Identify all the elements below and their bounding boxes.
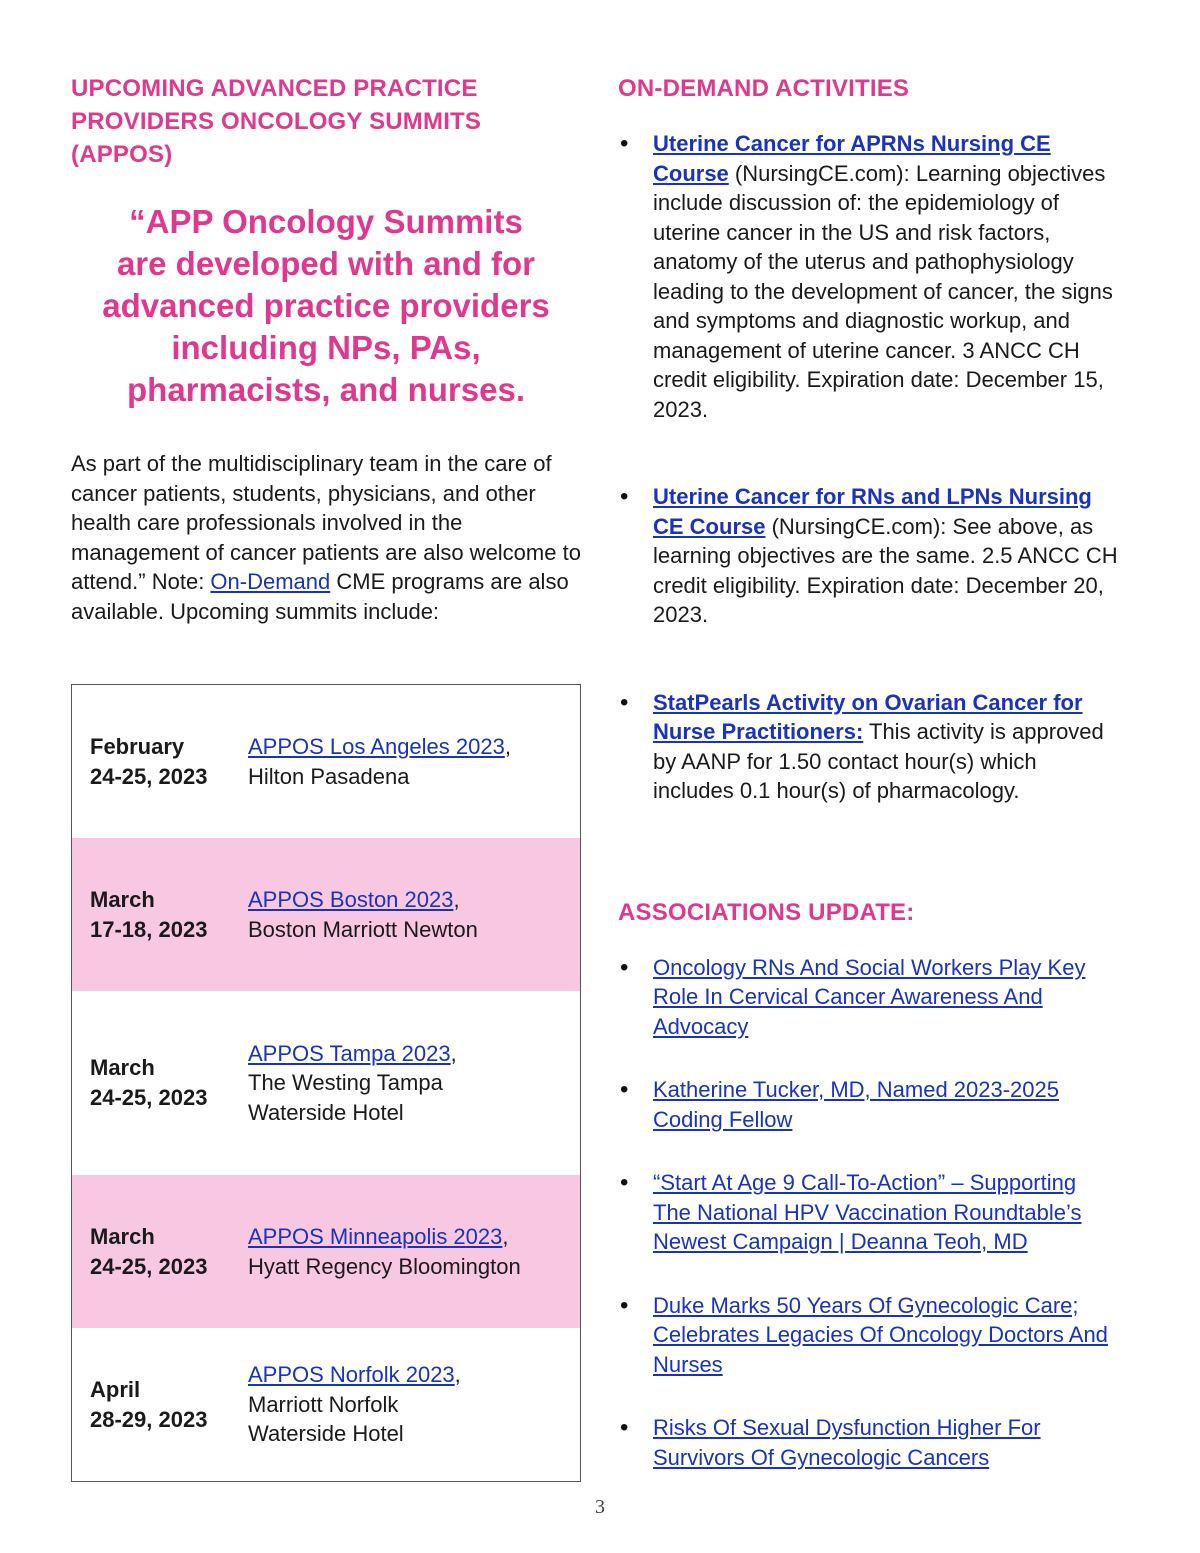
summit-venue: Marriott Norfolk bbox=[248, 1391, 399, 1417]
summit-date bbox=[72, 732, 248, 792]
list-item bbox=[618, 129, 1118, 424]
summit-info: APPOS Tampa 2023, The Westing Tampa Waterside Hotel bbox=[248, 1039, 457, 1128]
list-item bbox=[618, 1075, 1118, 1134]
summit-venue: Hilton Pasadena bbox=[248, 763, 410, 789]
summit-month: March bbox=[90, 1055, 155, 1080]
left-column bbox=[71, 72, 581, 626]
association-link[interactable]: Risks Of Sexual Dysfunction Higher For Survivors Of Gynecologic Cancers bbox=[653, 1415, 1041, 1470]
summit-link[interactable]: APPOS Norfolk 2023 bbox=[248, 1362, 455, 1388]
summit-venue: Hyatt Regency Bloomington bbox=[248, 1253, 521, 1279]
quote-line: “APP Oncology Summits bbox=[129, 203, 523, 240]
summit-link[interactable]: APPOS Los Angeles 2023 bbox=[248, 734, 505, 759]
summit-date bbox=[72, 1375, 248, 1435]
summit-row bbox=[72, 1328, 580, 1481]
summit-link[interactable]: APPOS Minneapolis 2023 bbox=[248, 1224, 503, 1249]
summit-venue: The Westing Tampa bbox=[248, 1070, 443, 1096]
item-description: This activity is approved by AANP for 1.50 contact hour(s) which includes 0.1 hour(s) of pharmacology. bbox=[653, 719, 1104, 803]
summit-info: APPOS Minneapolis 2023, Hyatt Regency Bloomington bbox=[248, 1222, 521, 1281]
page-number: 3 bbox=[595, 1496, 605, 1518]
summit-month: March bbox=[90, 1223, 155, 1249]
summit-venue: Waterside Hotel bbox=[248, 1421, 404, 1447]
summit-days: 24-25, 2023 bbox=[90, 1085, 208, 1110]
rn-lpn-course-link[interactable]: Uterine Cancer for RNs and LPNs Nursing CE Course bbox=[653, 484, 1092, 539]
summit-info: APPOS Los Angeles 2023, Hilton Pasadena bbox=[248, 732, 511, 791]
summit-month: April bbox=[90, 1376, 141, 1402]
quote-line: pharmacists, and nurses. bbox=[127, 371, 525, 408]
appos-heading: UPCOMING ADVANCED PRACTICE PROVIDERS ONCOLOGY SUMMITS (APPOS) bbox=[71, 75, 482, 168]
statpearls-link[interactable]: StatPearls Activity on Ovarian Cancer for Nurse Practitioners: bbox=[653, 689, 1083, 744]
association-link[interactable]: Katherine Tucker, MD, Named 2023-2025 Coding Fellow bbox=[653, 1077, 1060, 1132]
on-demand-heading: ON-DEMAND ACTIVITIES bbox=[618, 75, 910, 102]
summit-days: 24-25, 2023 bbox=[90, 763, 208, 789]
on-demand-list bbox=[618, 129, 1118, 806]
list-item bbox=[618, 1413, 1118, 1472]
summits-table bbox=[71, 684, 581, 1482]
summit-row bbox=[72, 991, 580, 1175]
association-link[interactable]: “Start At Age 9 Call-To-Action” – Supporting The National HPV Vaccination Roundtable’s Newest Campaign | Deanna Teoh, MD bbox=[653, 1170, 1082, 1254]
list-item bbox=[618, 688, 1118, 806]
summit-month: March bbox=[90, 886, 155, 912]
right-column bbox=[618, 72, 1118, 1472]
summit-date bbox=[72, 885, 248, 945]
summit-days: 17-18, 2023 bbox=[90, 916, 208, 942]
quote-line: are developed with and for bbox=[116, 245, 536, 282]
summit-date bbox=[72, 1053, 248, 1113]
summit-link[interactable]: APPOS Tampa 2023 bbox=[248, 1040, 451, 1066]
quote-line: advanced practice providers bbox=[102, 287, 550, 324]
list-item bbox=[618, 1291, 1118, 1380]
summit-row bbox=[72, 838, 580, 991]
summit-info: APPOS Norfolk 2023, Marriott Norfolk Waterside Hotel bbox=[248, 1360, 461, 1449]
summit-venue: Boston Marriott Newton bbox=[248, 916, 478, 942]
summit-row bbox=[72, 1175, 580, 1328]
summit-venue: Waterside Hotel bbox=[248, 1099, 404, 1125]
item-description: (NursingCE.com): See above, as learning objectives are the same. 2.5 ANCC CH credit eligibility. Expiration date: December 20, 2023. bbox=[653, 513, 1118, 627]
intro-text: As part of the multidisciplinary team in the care of cancer patients, students, physicians, and other health care professionals involved in the management of cancer patients are also welcome to attend.” Note: bbox=[71, 451, 581, 594]
list-item bbox=[618, 1168, 1118, 1257]
summit-days: 24-25, 2023 bbox=[90, 1253, 208, 1279]
associations-list bbox=[618, 953, 1118, 1473]
summit-row bbox=[72, 685, 580, 838]
list-item bbox=[618, 482, 1118, 630]
association-link[interactable]: Oncology RNs And Social Workers Play Key Role In Cervical Cancer Awareness And Advocacy bbox=[653, 954, 1086, 1039]
on-demand-link[interactable]: On-Demand bbox=[210, 569, 331, 594]
summit-days: 28-29, 2023 bbox=[90, 1406, 208, 1432]
aprn-course-link[interactable]: Uterine Cancer for APRNs Nursing CE Course bbox=[653, 131, 1051, 186]
intro-text-end: CME programs are also available. Upcoming summits include: bbox=[71, 569, 569, 624]
summit-info: APPOS Boston 2023, Boston Marriott Newton bbox=[248, 885, 478, 944]
quote-line: including NPs, PAs, bbox=[171, 329, 481, 366]
list-item bbox=[618, 953, 1118, 1042]
intro-paragraph bbox=[71, 449, 581, 626]
pull-quote bbox=[71, 201, 581, 411]
association-link[interactable]: Duke Marks 50 Years Of Gynecologic Care; Celebrates Legacies Of Oncology Doctors And Nurses bbox=[653, 1292, 1108, 1377]
item-description: (NursingCE.com): Learning objectives include discussion of: the epidemiology of uterine cancer in the US and risk factors, anatomy of the uterus and pathophysiology leading to the development of cancer, the signs and symptoms and diagnostic workup, and management of uterine cancer. 3 ANCC CH credit eligibility. Expiration date: December 15, 2023. bbox=[653, 160, 1113, 422]
associations-heading: ASSOCIATIONS UPDATE: bbox=[618, 898, 915, 926]
summit-link[interactable]: APPOS Boston 2023 bbox=[248, 887, 454, 912]
summit-date bbox=[72, 1222, 248, 1282]
summit-month: February bbox=[90, 733, 185, 759]
